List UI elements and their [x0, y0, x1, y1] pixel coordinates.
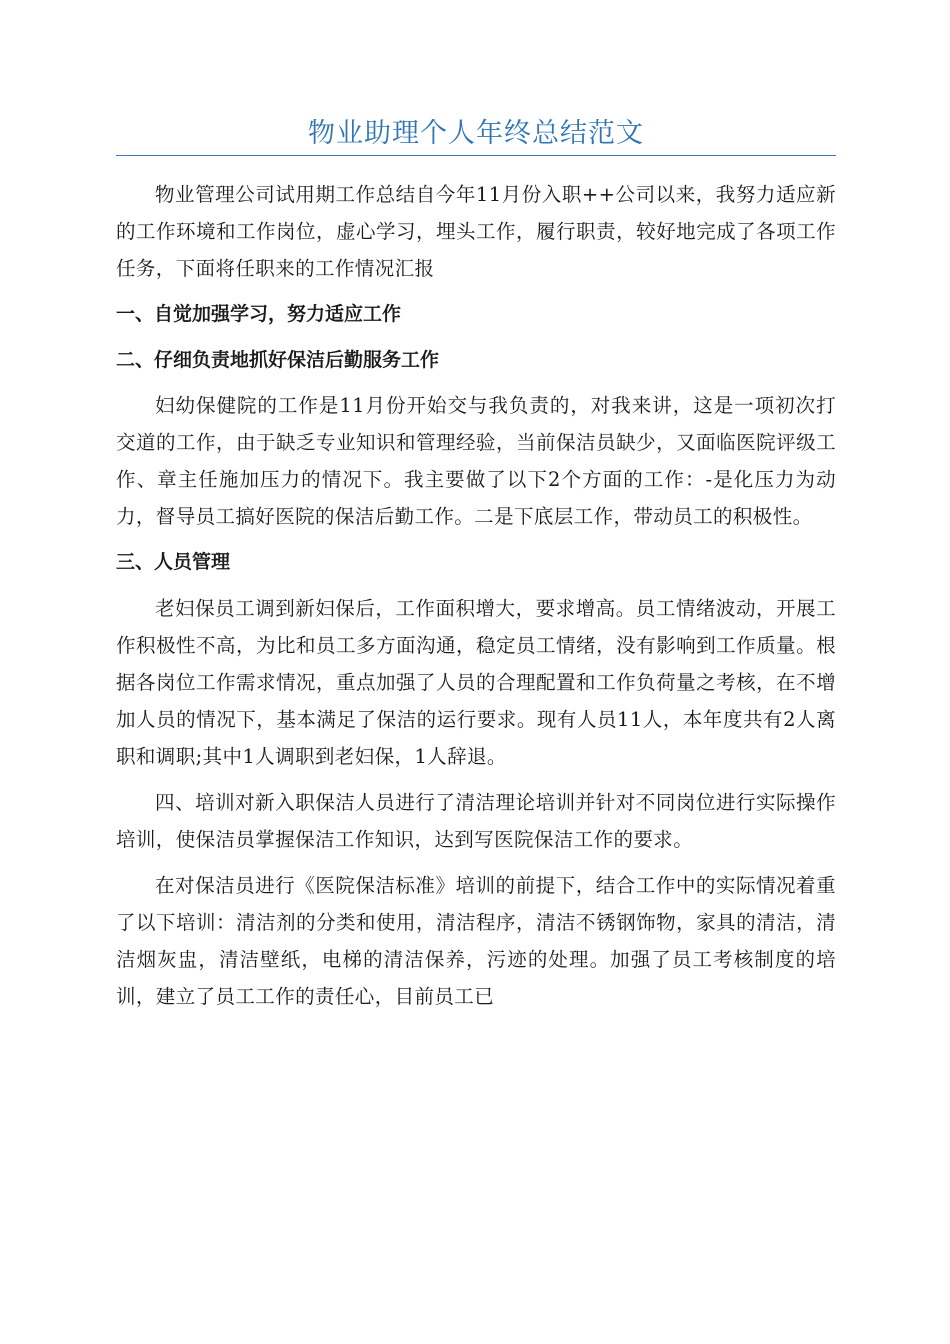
cleaning-service-paragraph: 妇幼保健院的工作是11月份开始交与我负责的，对我来讲，这是一项初次打交道的工作，由于缺乏专业知识和管理经验，当前保洁员缺少，又面临医院评级工作、章主任施加压力的情况下。我主要做了以下2个方面的工作：-是化压力为动力，督导员工搞好医院的保洁后勤工作。二是下底层工作，带动员工的积极性。	[116, 394, 836, 528]
section-heading-3: 三、人员管理	[116, 551, 231, 573]
staff-management-paragraph: 老妇保员工调到新妇保后，工作面积增大，要求增高。员工情绪波动，开展工作积极性不高，为比和员工多方面沟通，稳定员工情绪，没有影响到工作质量。根据各岗位工作需求情况，重点加强了人员的合理配置和工作负荷量之考核，在不增加人员的情况下，基本满足了保洁的运行要求。现有人员11人，本年度共有2人离职和调职;其中1人调职到老妇保，1人辞退。	[116, 597, 836, 768]
training-details-paragraph: 在对保洁员进行《医院保洁标准》培训的前提下，结合工作中的实际情况着重了以下培训：清洁剂的分类和使用，清洁程序，清洁不锈钢饰物，家具的清洁，清洁烟灰盅，清洁壁纸，电梯的清洁保养，污迹的处理。加强了员工考核制度的培训，建立了员工工作的责任心，目前员工已	[116, 874, 836, 1008]
title-underline	[116, 155, 836, 156]
section-heading-2: 二、仔细负责地抓好保洁后勤服务工作	[116, 349, 440, 371]
section-heading-1: 一、自觉加强学习，努力适应工作	[116, 303, 402, 325]
training-paragraph: 四、培训对新入职保洁人员进行了清洁理论培训并针对不同岗位进行实际操作培训，使保洁员掌握保洁工作知识，达到写医院保洁工作的要求。	[116, 791, 836, 851]
document-page	[116, 0, 836, 1015]
intro-paragraph: 物业管理公司试用期工作总结自今年11月份入职++公司以来，我努力适应新的工作环境和工作岗位，虚心学习，埋头工作，履行职责，较好地完成了各项工作任务，下面将任职来的工作情况汇报	[116, 183, 836, 280]
document-title: 物业助理个人年终总结范文	[308, 118, 644, 149]
